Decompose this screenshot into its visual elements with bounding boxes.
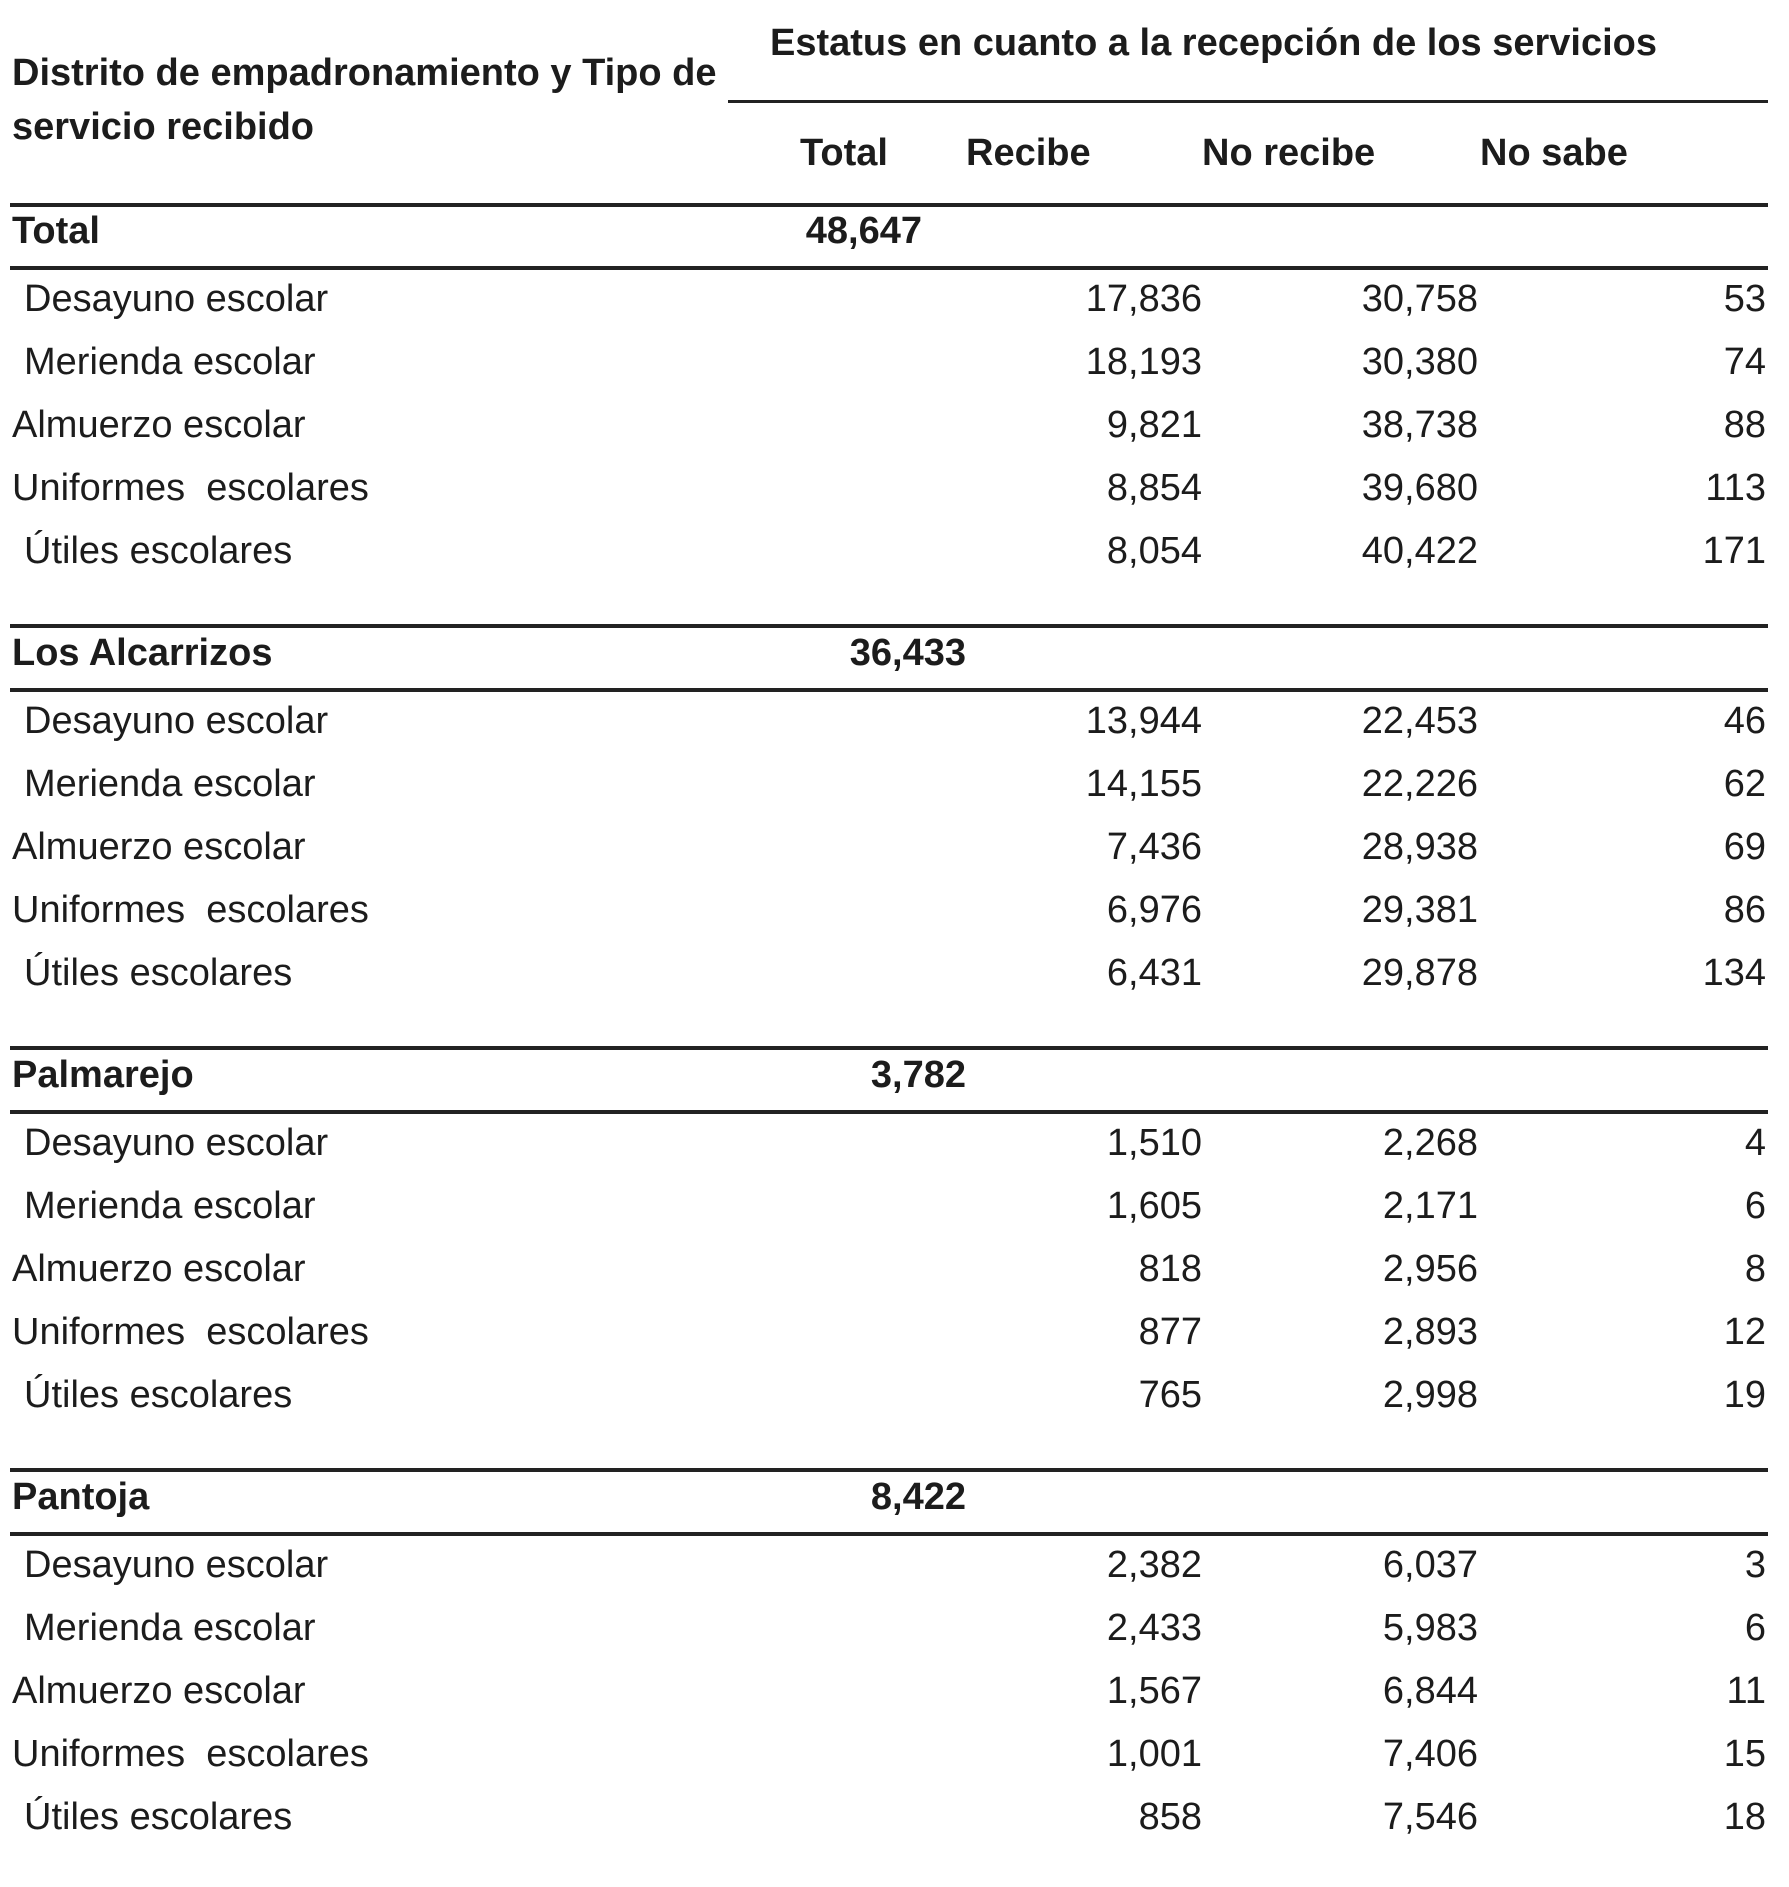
cell-no-sabe: 6 (1744, 1185, 1766, 1227)
group-total: 3,782 (870, 1054, 966, 1096)
cell-no-recibe: 2,268 (1382, 1122, 1478, 1164)
table-row (0, 404, 1789, 464)
cell-recibe: 1,605 (1106, 1185, 1202, 1227)
table-row (0, 763, 1789, 823)
table-row (0, 1248, 1789, 1308)
column-header-recibe: Recibe (966, 132, 1091, 174)
row-label: Almuerzo escolar (12, 404, 306, 446)
group-top-rule (10, 1046, 1768, 1050)
row-label: Merienda escolar (24, 341, 316, 383)
column-header-no-recibe: No recibe (1202, 132, 1376, 174)
group-header-rule (10, 1532, 1768, 1536)
status-group-header: Estatus en cuanto a la recepción de los servicios (770, 22, 1658, 64)
cell-no-recibe: 7,546 (1382, 1796, 1478, 1838)
cell-no-recibe: 2,956 (1382, 1248, 1478, 1290)
cell-no-sabe: 8 (1744, 1248, 1766, 1290)
cell-recibe: 1,001 (1106, 1733, 1202, 1775)
header-bottom-rule (10, 203, 1768, 207)
group-label: Palmarejo (12, 1054, 194, 1096)
cell-no-recibe: 29,878 (1361, 952, 1478, 994)
table-row (0, 826, 1789, 886)
cell-no-recibe: 40,422 (1361, 530, 1478, 572)
row-label: Almuerzo escolar (12, 1248, 306, 1290)
cell-recibe: 8,854 (1106, 467, 1202, 509)
group-label: Total (12, 210, 100, 252)
group-top-rule (10, 624, 1768, 628)
row-label: Útiles escolares (24, 1796, 293, 1838)
row-label: Útiles escolares (24, 530, 293, 572)
row-label: Merienda escolar (24, 1607, 316, 1649)
cell-no-recibe: 6,037 (1382, 1544, 1478, 1586)
table-row (0, 1374, 1789, 1434)
cell-recibe: 6,976 (1106, 889, 1202, 931)
cell-recibe: 6,431 (1106, 952, 1202, 994)
group-total: 48,647 (805, 210, 922, 252)
cell-recibe: 7,436 (1106, 826, 1202, 868)
cell-recibe: 8,054 (1106, 530, 1202, 572)
table-row (0, 889, 1789, 949)
table-row (0, 467, 1789, 527)
cell-no-sabe: 74 (1723, 341, 1766, 383)
table-row (0, 1670, 1789, 1730)
cell-no-sabe: 86 (1723, 889, 1766, 931)
cell-no-recibe: 29,381 (1361, 889, 1478, 931)
cell-recibe: 2,433 (1106, 1607, 1202, 1649)
cell-no-sabe: 53 (1723, 278, 1766, 320)
cell-recibe: 14,155 (1085, 763, 1202, 805)
cell-no-recibe: 5,983 (1382, 1607, 1478, 1649)
cell-no-sabe: 46 (1723, 700, 1766, 742)
cell-no-recibe: 22,226 (1361, 763, 1478, 805)
group-label: Pantoja (12, 1476, 150, 1518)
cell-no-sabe: 88 (1723, 404, 1766, 446)
table-row (0, 700, 1789, 760)
group-header-rule (10, 266, 1768, 270)
cell-no-sabe: 18 (1723, 1796, 1766, 1838)
group-total: 8,422 (870, 1476, 966, 1518)
row-label: Uniformes escolares (12, 467, 369, 509)
cell-no-recibe: 2,171 (1382, 1185, 1478, 1227)
row-label: Uniformes escolares (12, 1733, 369, 1775)
cell-no-recibe: 2,998 (1382, 1374, 1478, 1416)
row-label: Desayuno escolar (24, 1122, 329, 1164)
row-label: Útiles escolares (24, 952, 293, 994)
cell-no-recibe: 22,453 (1361, 700, 1478, 742)
row-label: Desayuno escolar (24, 700, 329, 742)
cell-no-recibe: 6,844 (1382, 1670, 1478, 1712)
cell-no-sabe: 113 (1705, 467, 1766, 509)
cell-no-sabe: 6 (1744, 1607, 1766, 1649)
cell-no-sabe: 134 (1702, 952, 1766, 994)
table-row (0, 1185, 1789, 1245)
group-header-rule (10, 1110, 1768, 1114)
table-row (0, 1607, 1789, 1667)
row-label: Almuerzo escolar (12, 1670, 306, 1712)
cell-no-sabe: 15 (1723, 1733, 1766, 1775)
row-label: Desayuno escolar (24, 1544, 329, 1586)
column-header-total: Total (800, 132, 888, 174)
table-row (0, 1796, 1789, 1856)
cell-recibe: 9,821 (1106, 404, 1202, 446)
table-row (0, 1544, 1789, 1604)
row-label: Almuerzo escolar (12, 826, 306, 868)
cell-no-recibe: 7,406 (1382, 1733, 1478, 1775)
group-total: 36,433 (849, 632, 966, 674)
group-label: Los Alcarrizos (12, 632, 273, 674)
row-header: Distrito de empadronamiento y Tipo de servicio recibido (12, 52, 717, 148)
row-label: Útiles escolares (24, 1374, 293, 1416)
table-row (0, 278, 1789, 338)
cell-recibe: 765 (1138, 1374, 1202, 1416)
cell-recibe: 13,944 (1085, 700, 1202, 742)
cell-recibe: 1,510 (1106, 1122, 1202, 1164)
cell-recibe: 17,836 (1085, 278, 1202, 320)
table-row (0, 1122, 1789, 1182)
cell-no-recibe: 30,758 (1361, 278, 1478, 320)
cell-no-sabe: 171 (1702, 530, 1766, 572)
cell-no-recibe: 30,380 (1361, 341, 1478, 383)
cell-no-sabe: 11 (1726, 1670, 1766, 1712)
cell-no-recibe: 38,738 (1361, 404, 1478, 446)
table-row (0, 1733, 1789, 1793)
column-header-no-sabe: No sabe (1480, 132, 1628, 174)
cell-no-sabe: 62 (1723, 763, 1766, 805)
table-row (0, 952, 1789, 1012)
row-label: Merienda escolar (24, 1185, 316, 1227)
row-label: Merienda escolar (24, 763, 316, 805)
cell-recibe: 877 (1138, 1311, 1202, 1353)
cell-no-recibe: 2,893 (1382, 1311, 1478, 1353)
cell-recibe: 18,193 (1085, 341, 1202, 383)
cell-no-recibe: 28,938 (1361, 826, 1478, 868)
cell-no-sabe: 4 (1744, 1122, 1766, 1164)
header-divider (728, 100, 1768, 103)
cell-recibe: 2,382 (1106, 1544, 1202, 1586)
table-row (0, 341, 1789, 401)
cell-recibe: 858 (1138, 1796, 1202, 1838)
cell-no-recibe: 39,680 (1361, 467, 1478, 509)
row-label: Uniformes escolares (12, 1311, 369, 1353)
row-label: Uniformes escolares (12, 889, 369, 931)
cell-no-sabe: 19 (1723, 1374, 1766, 1416)
cell-recibe: 818 (1138, 1248, 1202, 1290)
cell-no-sabe: 3 (1744, 1544, 1766, 1586)
table-row (0, 1311, 1789, 1371)
cell-no-sabe: 12 (1723, 1311, 1766, 1353)
cell-no-sabe: 69 (1723, 826, 1766, 868)
cell-recibe: 1,567 (1106, 1670, 1202, 1712)
group-top-rule (10, 1468, 1768, 1472)
row-label: Desayuno escolar (24, 278, 329, 320)
group-header-rule (10, 688, 1768, 692)
table-row (0, 530, 1789, 590)
